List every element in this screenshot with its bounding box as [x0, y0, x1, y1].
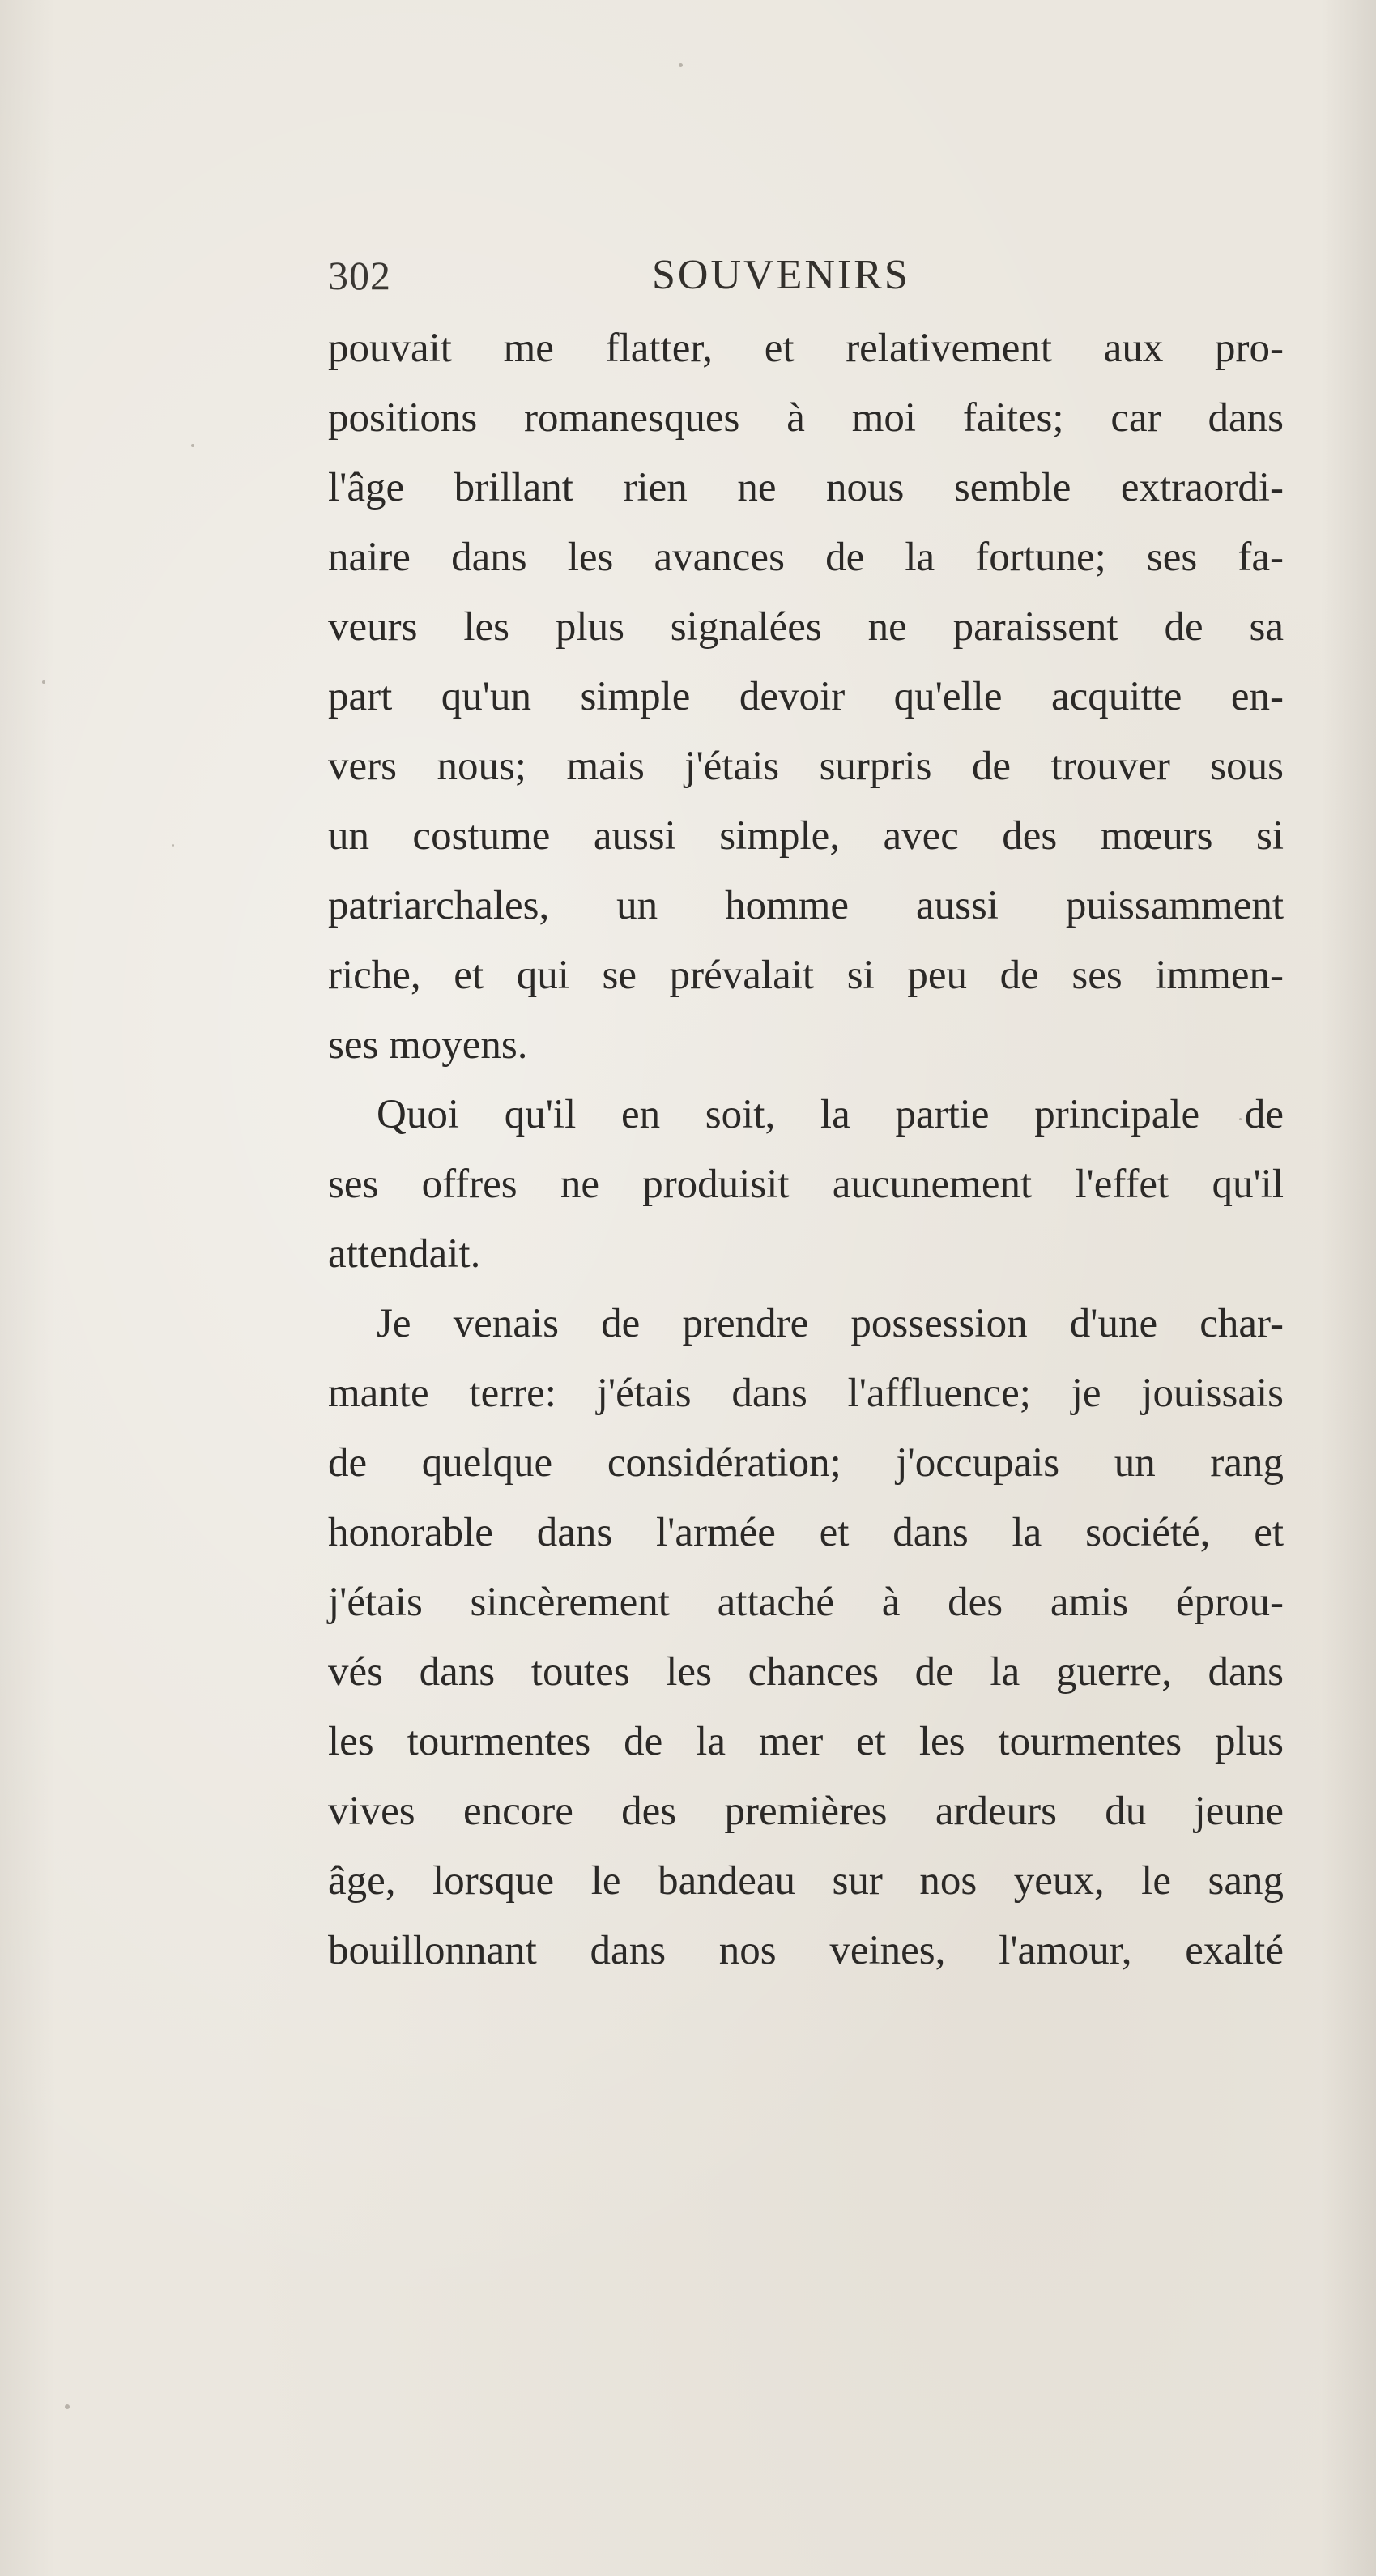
- text-line: vives encore des premières ardeurs du jeune: [328, 1789, 1284, 1834]
- body-text: [328, 313, 1284, 1985]
- paper-speck: [679, 63, 683, 67]
- text-line: positions romanesques à moi faites; car dans: [328, 395, 1284, 441]
- text-line: part qu'un simple devoir qu'elle acquitte en-: [328, 674, 1284, 719]
- paper-speck: [65, 2404, 70, 2409]
- paper-speck: [1127, 1468, 1131, 1471]
- text-line: vers nous; mais j'étais surpris de trouver sous: [328, 744, 1284, 789]
- text-line: riche, et qui se prévalait si peu de ses immen-: [328, 953, 1284, 998]
- paper-speck: [42, 680, 45, 684]
- text-line: patriarchales, un homme aussi puissamment: [328, 883, 1284, 928]
- text-line: mante terre: j'étais dans l'affluence; je jouissais: [328, 1371, 1284, 1416]
- text-line: pouvait me flatter, et relativement aux pro-: [328, 326, 1284, 371]
- text-line: ses moyens.: [328, 1022, 528, 1068]
- text-line: j'étais sincèrement attaché à des amis éprou-: [328, 1580, 1284, 1625]
- paper-speck: [1239, 1118, 1242, 1120]
- text-line: vés dans toutes les chances de la guerre, dans: [328, 1649, 1284, 1695]
- text-line: de quelque considération; j'occupais un rang: [328, 1440, 1284, 1486]
- text-line: naire dans les avances de la fortune; ses fa-: [328, 535, 1284, 580]
- paper-speck: [172, 844, 174, 847]
- paragraph-first-line: Quoi qu'il en soit, la partie principale de: [377, 1092, 1284, 1137]
- text-line: âge, lorsque le bandeau sur nos yeux, le sang: [328, 1858, 1284, 1904]
- text-line: un costume aussi simple, avec des mœurs si: [328, 813, 1284, 859]
- text-line: veurs les plus signalées ne paraissent de sa: [328, 604, 1284, 650]
- paper-speck: [191, 444, 194, 447]
- page-number: 302: [328, 253, 391, 298]
- text-line: honorable dans l'armée et dans la société, et: [328, 1510, 1284, 1555]
- running-title: SOUVENIRS: [652, 252, 910, 298]
- text-line: bouillonnant dans nos veines, l'amour, exalté: [328, 1928, 1284, 1973]
- paragraph-first-line: Je venais de prendre possession d'une char-: [377, 1301, 1284, 1346]
- running-head: [328, 243, 1041, 308]
- text-line: ses offres ne produisit aucunement l'effet qu'il: [328, 1162, 1284, 1207]
- text-line: attendait.: [328, 1231, 481, 1277]
- text-line: l'âge brillant rien ne nous semble extraordi-: [328, 465, 1284, 510]
- text-line: les tourmentes de la mer et les tourmentes plus: [328, 1719, 1284, 1764]
